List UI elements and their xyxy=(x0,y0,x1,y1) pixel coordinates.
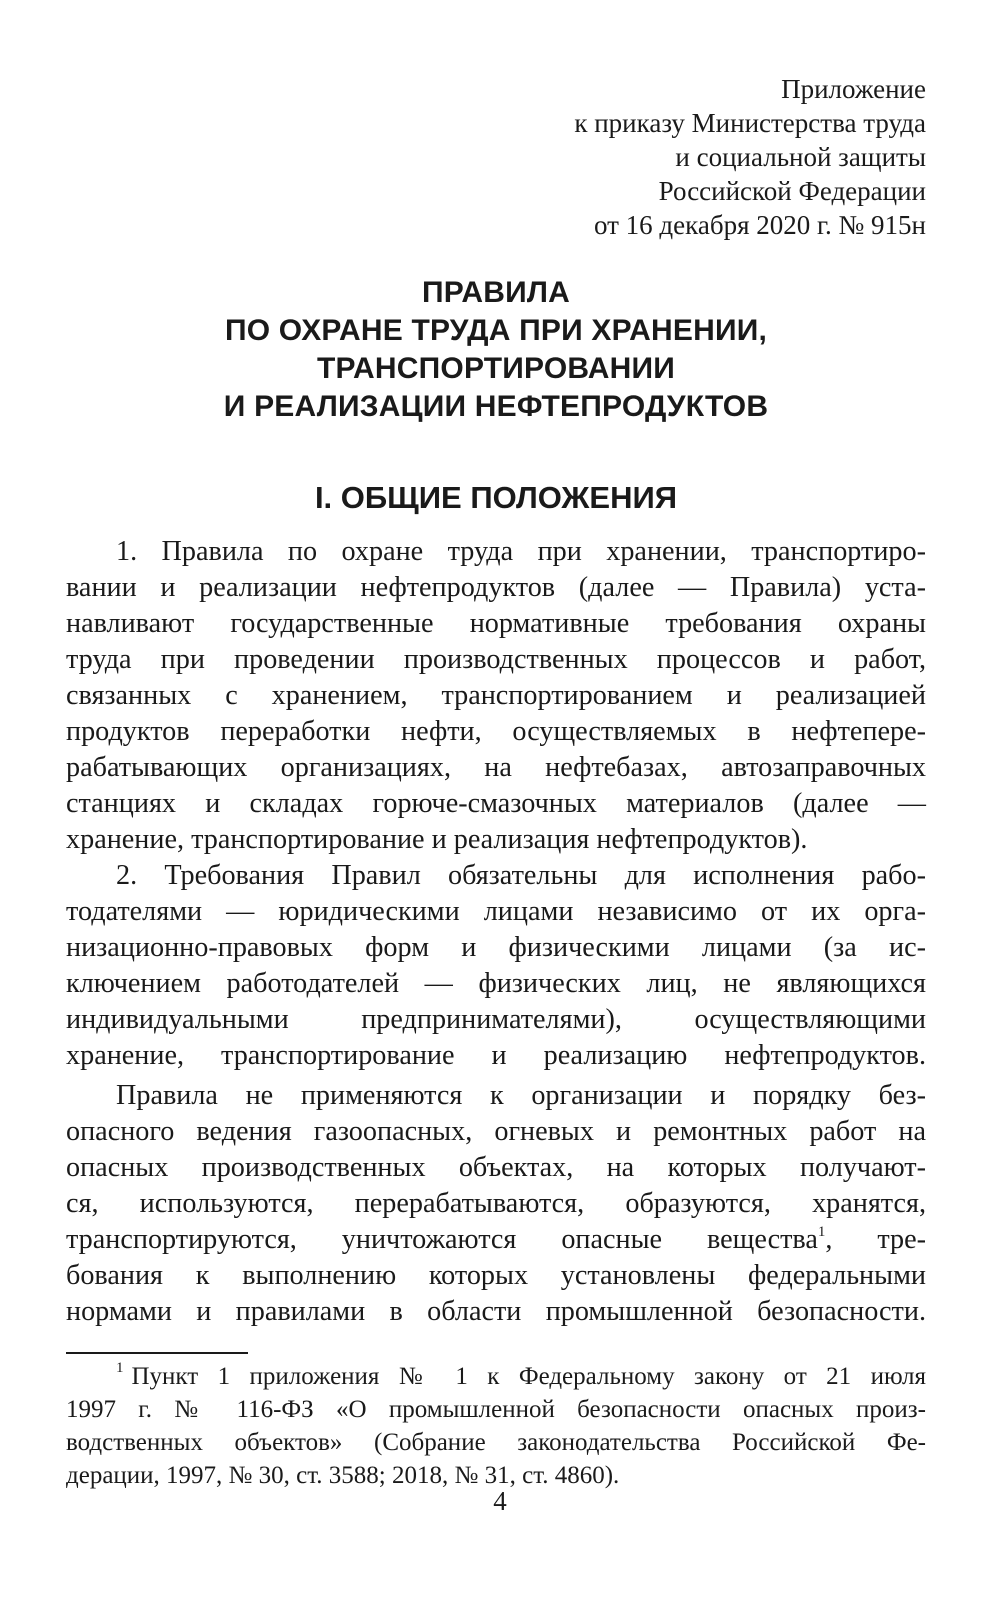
title-line: ПО ОХРАНЕ ТРУДА ПРИ ХРАНЕНИИ, xyxy=(224,314,768,347)
page-number: 4 xyxy=(493,1486,507,1516)
text-line: ся, используются, перерабатываются, образуются, хранятся, xyxy=(66,1188,926,1219)
text-line: связанных с хранением, транспортированием и реализацией xyxy=(66,680,926,711)
text-line: индивидуальными предпринимателями), осуществляющими xyxy=(66,1004,926,1035)
paragraph-1 xyxy=(66,534,926,858)
section-heading: I. ОБЩИЕ ПОЛОЖЕНИЯ xyxy=(314,480,678,515)
text-line: продуктов переработки нефти, осуществляемых в нефтепере- xyxy=(66,716,926,747)
text-line: ключением работодателей — физических лиц, не являющихся xyxy=(66,968,926,999)
body-text xyxy=(66,534,926,1330)
appendix-line: от 16 декабря 2020 г. № 915н xyxy=(593,210,926,240)
text-line: хранение, транспортирование и реализация нефтепродуктов). xyxy=(66,824,808,855)
title-line: И РЕАЛИЗАЦИИ НЕФТЕПРОДУКТОВ xyxy=(223,390,769,423)
document-page xyxy=(66,72,926,1492)
footnote-mark: 1 xyxy=(116,1360,124,1376)
text-line: рабатывающих организациях, на нефтебазах, автозаправочных xyxy=(66,752,926,783)
appendix-line: Российской Федерации xyxy=(658,176,926,206)
title-line: ТРАНСПОРТИРОВАНИИ xyxy=(316,352,676,385)
text-fragment: , тре- xyxy=(825,1224,927,1255)
text-line: навливают государственные нормативные требования охраны xyxy=(66,608,926,639)
text-line: 1. Правила по охране труда при хранении, транспортиро- xyxy=(116,536,926,567)
document-title xyxy=(66,274,926,426)
appendix-block xyxy=(66,72,926,242)
text-line: тодателями — юридическими лицами независимо от их орга- xyxy=(66,896,926,927)
text-line: Правила не применяются к организации и порядку без- xyxy=(116,1080,926,1111)
footnote xyxy=(66,1360,926,1492)
text-line: 2. Требования Правил обязательны для исполнения рабо- xyxy=(116,860,926,891)
footnote-reference[interactable]: 1 xyxy=(817,1224,826,1240)
paragraph-2 xyxy=(66,858,926,1074)
footnote-line: водственных объектов» (Собрание законодательства Российской Фе- xyxy=(66,1429,926,1456)
text-line-with-footnote xyxy=(66,1222,926,1258)
text-line: труда при проведении производственных процессов и работ, xyxy=(66,644,926,675)
appendix-line: к приказу Министерства труда xyxy=(574,108,926,138)
footnote-line: 1997 г. № 116-ФЗ «О промышленной безопасности опасных произ- xyxy=(66,1396,926,1423)
text-fragment: транспортируются, уничтожаются опасные вещества xyxy=(66,1224,818,1255)
text-line: хранение, транспортирование и реализацию нефтепродуктов. xyxy=(66,1040,926,1071)
text-line: низационно-правовых форм и физическими лицами (за ис- xyxy=(66,932,926,963)
title-line: ПРАВИЛА xyxy=(422,276,570,309)
text-line: станциях и складах горюче-смазочных материалов (далее — xyxy=(66,788,926,819)
appendix-line: Приложение xyxy=(781,74,926,104)
footnote-separator xyxy=(66,1352,248,1354)
text-line: вании и реализации нефтепродуктов (далее — Правила) уста- xyxy=(66,572,926,603)
text-line: опасного ведения газоопасных, огневых и ремонтных работ на xyxy=(66,1116,926,1147)
text-line: нормами и правилами в области промышленной безопасности. xyxy=(66,1296,926,1327)
text-fragment: Пункт 1 приложения № 1 к Федеральному закону от 21 июля xyxy=(131,1363,926,1390)
paragraph-3 xyxy=(66,1078,926,1330)
text-line: бования к выполнению которых установлены федеральными xyxy=(66,1260,926,1291)
footnote-line: дерации, 1997, № 30, ст. 3588; 2018, № 31, ст. 4860). xyxy=(66,1462,620,1489)
text-line: опасных производственных объектах, на которых получают- xyxy=(66,1152,926,1183)
footnote-line xyxy=(66,1360,926,1393)
appendix-line: и социальной защиты xyxy=(675,142,926,172)
